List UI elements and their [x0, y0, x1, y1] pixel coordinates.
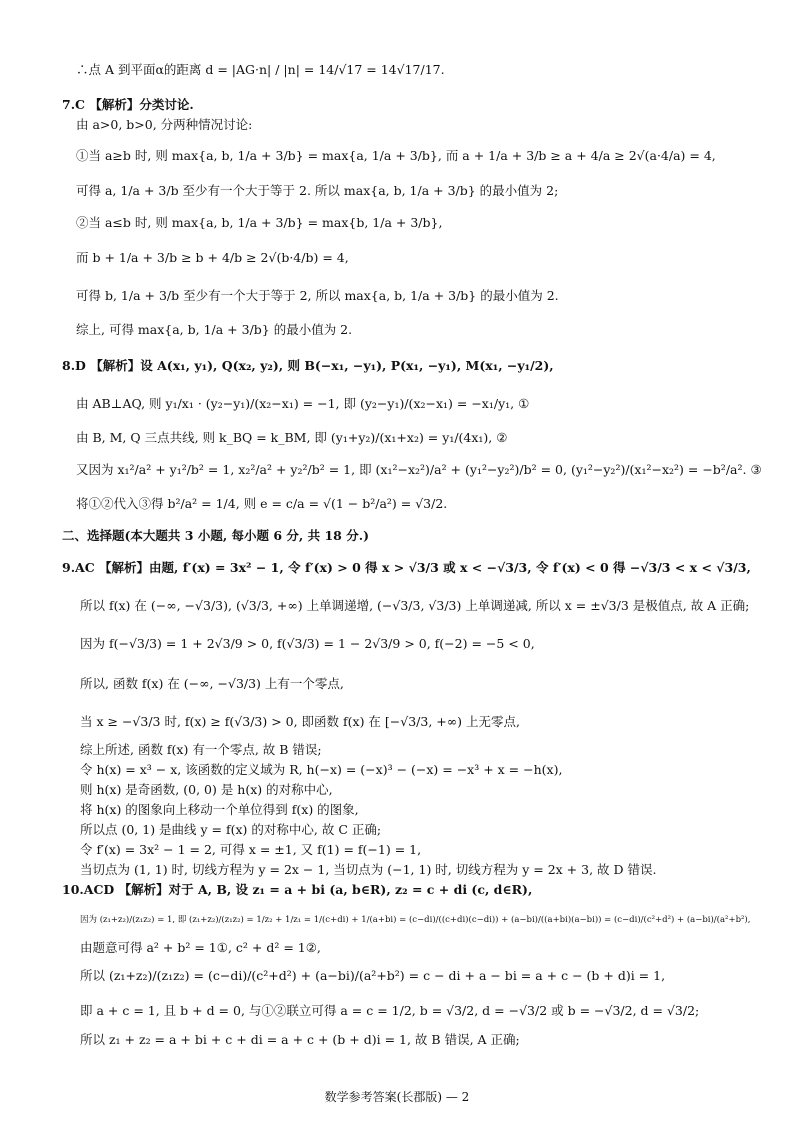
- text-line: 所以 (z₁+z₂)/(z₁z₂) = (c−di)/(c²+d²) + (a−bi)/(a²+b²) = c − di + a − bi = a + c − (b + d)i = 1,: [80, 968, 666, 983]
- text-line: 而 b + 1/a + 3/b ≥ b + 4/b ≥ 2√(b·4/b) = 4,: [76, 250, 349, 265]
- text-line: 因为 (z₁+z₂)/(z₁z₂) = 1, 即 (z₁+z₂)/(z₁z₂) = 1/z₂ + 1/z₁ = 1/(c+di) + 1/(a+bi) = (c−di)/((c+di)(c−di)) + (a−bi)/((a+bi)(a−bi)) = (c−di)/(c²+d²) + (a−bi)/(a²+b²),: [80, 915, 751, 925]
- text-line: 将 h(x) 的图象向上移动一个单位得到 f(x) 的图象,: [80, 802, 359, 817]
- text-line: 9.AC 【解析】由题, f′(x) = 3x² − 1, 令 f′(x) > 0 得 x > √3/3 或 x < −√3/3, 令 f′(x) < 0 得 −√3/3 < x < √3/3,: [62, 560, 751, 575]
- text-line: 所以 f(x) 在 (−∞, −√3/3), (√3/3, +∞) 上单调递增, (−√3/3, √3/3) 上单调递减, 所以 x = ±√3/3 是极值点, 故 A 正确;: [80, 598, 750, 613]
- text-line: 当 x ≥ −√3/3 时, f(x) ≥ f(√3/3) > 0, 即函数 f(x) 在 [−√3/3, +∞) 上无零点,: [80, 714, 520, 729]
- text-line: 综上所述, 函数 f(x) 有一个零点, 故 B 错误;: [80, 742, 322, 757]
- text-line: 将①②代入③得 b²/a² = 1/4, 则 e = c/a = √(1 − b²/a²) = √3/2.: [76, 496, 448, 511]
- text-line: 当切点为 (1, 1) 时, 切线方程为 y = 2x − 1, 当切点为 (−1, 1) 时, 切线方程为 y = 2x + 3, 故 D 错误.: [80, 862, 657, 877]
- page-footer: 数学参考答案(长郡版) — 2: [324, 1090, 470, 1104]
- text-line: 即 a + c = 1, 且 b + d = 0, 与①②联立可得 a = c = 1/2, b = √3/2, d = −√3/2 或 b = −√3/2, d = √3/2;: [80, 1003, 700, 1018]
- section-heading: 二、选择题(本大题共 3 小题, 每小题 6 分, 共 18 分.): [62, 528, 369, 543]
- text-line: 则 h(x) 是奇函数, (0, 0) 是 h(x) 的对称中心,: [80, 782, 333, 797]
- text-line: 可得 b, 1/a + 3/b 至少有一个大于等于 2, 所以 max{a, b, 1/a + 3/b} 的最小值为 2.: [76, 288, 559, 303]
- text-line: 令 h(x) = x³ − x, 该函数的定义域为 R, h(−x) = (−x)³ − (−x) = −x³ + x = −h(x),: [80, 762, 563, 777]
- text-line: 所以, 函数 f(x) 在 (−∞, −√3/3) 上有一个零点,: [80, 676, 344, 691]
- text-line: 由题意可得 a² + b² = 1①, c² + d² = 1②,: [80, 940, 321, 955]
- text-line: 由 a>0, b>0, 分两种情况讨论:: [76, 117, 253, 132]
- text-line: 综上, 可得 max{a, b, 1/a + 3/b} 的最小值为 2.: [76, 322, 353, 337]
- text-line: ①当 a≥b 时, 则 max{a, b, 1/a + 3/b} = max{a, 1/a + 3/b}, 而 a + 1/a + 3/b ≥ a + 4/a ≥ 2√(a·4/a) = 4,: [76, 148, 716, 163]
- text-line: 令 f′(x) = 3x² − 1 = 2, 可得 x = ±1, 又 f(1) = f(−1) = 1,: [80, 842, 422, 857]
- text-line: ②当 a≤b 时, 则 max{a, b, 1/a + 3/b} = max{b, 1/a + 3/b},: [76, 215, 443, 230]
- text-line: 由 B, M, Q 三点共线, 则 k_BQ = k_BM, 即 (y₁+y₂)/(x₁+x₂) = y₁/(4x₁), ②: [76, 430, 508, 445]
- text-line: 因为 f(−√3/3) = 1 + 2√3/9 > 0, f(√3/3) = 1 − 2√3/9 > 0, f(−2) = −5 < 0,: [80, 636, 535, 651]
- text-line: ∴点 A 到平面α的距离 d = |AG·n| / |n| = 14/√17 = 14√17/17.: [76, 62, 445, 77]
- text-line: 又因为 x₁²/a² + y₁²/b² = 1, x₂²/a² + y₂²/b² = 1, 即 (x₁²−x₂²)/a² + (y₁²−y₂²)/b² = 0, (y₁²−y₂²)/(x₁²−x₂²) = −b²/a². ③: [76, 462, 762, 477]
- text-line: 所以点 (0, 1) 是曲线 y = f(x) 的对称中心, 故 C 正确;: [80, 822, 382, 837]
- text-line: 由 AB⊥AQ, 则 y₁/x₁ · (y₂−y₁)/(x₂−x₁) = −1, 即 (y₂−y₁)/(x₂−x₁) = −x₁/y₁, ①: [76, 396, 530, 411]
- text-line: 10.ACD 【解析】对于 A, B, 设 z₁ = a + bi (a, b∈R), z₂ = c + di (c, d∈R),: [62, 882, 533, 897]
- text-line: 7.C 【解析】分类讨论.: [62, 97, 194, 112]
- text-line: 8.D 【解析】设 A(x₁, y₁), Q(x₂, y₂), 则 B(−x₁, −y₁), P(x₁, −y₁), M(x₁, −y₁/2),: [62, 358, 554, 373]
- text-line: 所以 z₁ + z₂ = a + bi + c + di = a + c + (b + d)i = 1, 故 B 错误, A 正确;: [80, 1032, 520, 1047]
- text-line: 可得 a, 1/a + 3/b 至少有一个大于等于 2. 所以 max{a, b, 1/a + 3/b} 的最小值为 2;: [76, 183, 559, 198]
